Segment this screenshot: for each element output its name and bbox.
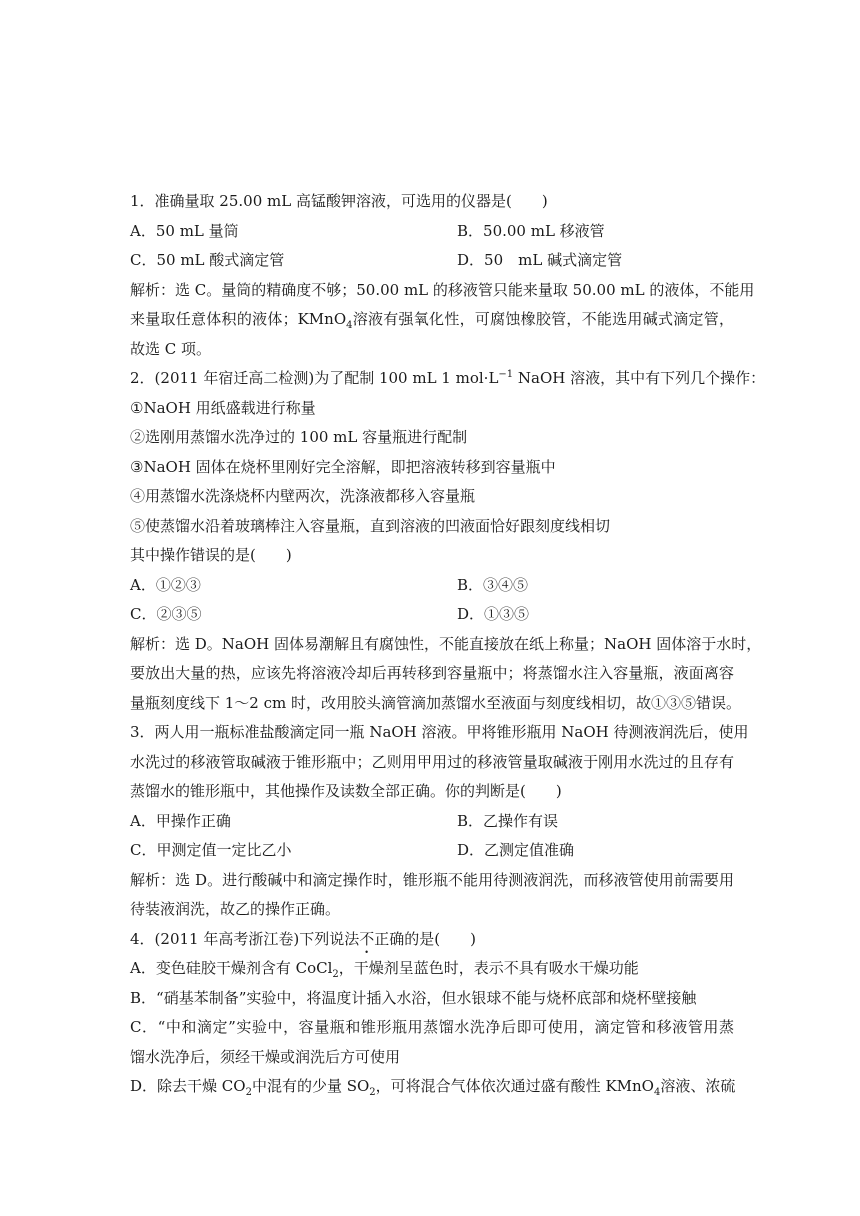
q1-options-row-1 — [130, 217, 734, 247]
q1-option-d: D．50 mL 碱式滴定管 — [457, 251, 623, 269]
q1-options-row-2 — [130, 246, 734, 276]
q2-question: 其中操作错误的是( ) — [130, 546, 292, 564]
q2-option-c: C．②③⑤ — [130, 605, 202, 623]
q1-stem: 1．准确量取 25.00 mL 高锰酸钾溶液，可选用的仪器是( ) — [130, 192, 548, 210]
q3-stem-line-1: 3．两人用一瓶标准盐酸滴定同一瓶 NaOH 溶液。甲将锥形瓶用 NaOH 待测液润洗后，使用 — [130, 723, 749, 741]
q1-option-a: A．50 mL 量筒 — [130, 221, 239, 240]
q2-step-3: ③NaOH 固体在烧杯里刚好完全溶解，即把溶液转移到容量瓶中 — [130, 457, 556, 476]
q1-analysis-line-3: 故选 C 项。 — [130, 339, 212, 358]
q1-option-b: B．50.00 mL 移液管 — [457, 221, 605, 240]
q2-options-row-1 — [130, 571, 734, 601]
q1-analysis-line-2: 来量取任意体积的液体；KMnO$_4$溶液有强氧化性，可腐蚀橡胶管，不能选用碱式滴定管， — [130, 310, 734, 331]
q2-stem: 2．(2011 年宿迁高二检测)为了配制 100 mL 1 $mol\cdot L^{-1}$ NaOH 溶液，其中有下列几个操作： — [130, 369, 766, 387]
q4-option-b: B．“硝基苯制备”实验中，将温度计插入水浴，但水银球不能与烧杯底部和烧杯壁接触 — [130, 988, 697, 1007]
q2-option-b: B．③④⑤ — [457, 575, 529, 594]
q1-option-c: C．50 mL 酸式滴定管 — [130, 251, 285, 269]
q2-option-a: A．①②③ — [130, 575, 201, 594]
q3-option-c: C．甲测定值一定比乙小 — [130, 841, 292, 859]
q1-analysis-line-1: 解析：选 C。量筒的精确度不够；50.00 mL 的移液管只能来量取 50.00 mL 的液体，不能用 — [130, 280, 755, 299]
q2-analysis-line-1: 解析：选 D。NaOH 固体易潮解且有腐蚀性，不能直接放在纸上称量；NaOH 固体溶于水时， — [130, 634, 762, 653]
q2-option-d: D．①③⑤ — [457, 605, 530, 623]
q4-option-c-line-2: 馏水洗净后，须经干燥或润洗后方可使用 — [130, 1047, 401, 1066]
q2-analysis-line-2: 要放出大量的热，应该先将溶液冷却后再转移到容量瓶中；将蒸馏水注入容量瓶，液面离容 — [130, 664, 734, 682]
q2-analysis-line-3: 量瓶刻度线下 1～2 cm 时，改用胶头滴管滴加蒸馏水至液面与刻度线相切，故①③⑤错误。 — [130, 693, 742, 712]
question-content — [130, 187, 766, 1102]
q4-option-d-line-1: D．除去干燥 $CO_2$中混有的少量 $SO_2$，可将混合气体依次通过盛有酸性 KMnO$_4$溶液、浓硫 — [130, 1077, 736, 1098]
q2-step-5: ⑤使蒸馏水沿着玻璃棒注入容量瓶，直到溶液的凹液面恰好跟刻度线相切 — [130, 516, 611, 535]
q3-option-d: D．乙测定值准确 — [457, 841, 575, 859]
q2-step-4: ④用蒸馏水洗涤烧杯内壁两次，洗涤液都移入容量瓶 — [130, 487, 476, 505]
q3-options-row-1 — [130, 807, 734, 837]
q2-step-2: ②选刚用蒸馏水洗净过的 100 mL 容量瓶进行配制 — [130, 428, 468, 446]
q3-option-a: A．甲操作正确 — [130, 811, 231, 830]
q4-option-c-line-1: C．“中和滴定”实验中，容量瓶和锥形瓶用蒸馏水洗净后即可使用，滴定管和移液管用蒸 — [130, 1018, 734, 1036]
q3-stem-line-2: 水洗过的移液管取碱液于锥形瓶中；乙则用甲用过的移液管量取碱液于刚用水洗过的且存有 — [130, 752, 734, 771]
q3-stem-line-3: 蒸馏水的锥形瓶中，其他操作及读数全部正确。你的判断是( ) — [130, 782, 562, 800]
q4-stem: 4．(2011 年高考浙江卷)下列说法不正确的是( ) — [130, 929, 476, 948]
q2-step-1: ①NaOH 用纸盛载进行称量 — [130, 398, 316, 417]
q3-analysis-line-1: 解析：选 D。进行酸碱中和滴定操作时，锥形瓶不能用待测液润洗，而移液管使用前需要用 — [130, 870, 734, 889]
emphasis-mark: 不 — [359, 929, 375, 948]
q3-options-row-2 — [130, 836, 734, 866]
q2-options-row-2 — [130, 600, 734, 630]
q4-option-a: A．变色硅胶干燥剂含有 CoCl$_2$，干燥剂呈蓝色时，表示不具有吸水干燥功能 — [130, 959, 639, 980]
q3-analysis-line-2: 待装液润洗，故乙的操作正确。 — [130, 900, 341, 918]
q3-option-b: B．乙操作有误 — [457, 811, 559, 830]
